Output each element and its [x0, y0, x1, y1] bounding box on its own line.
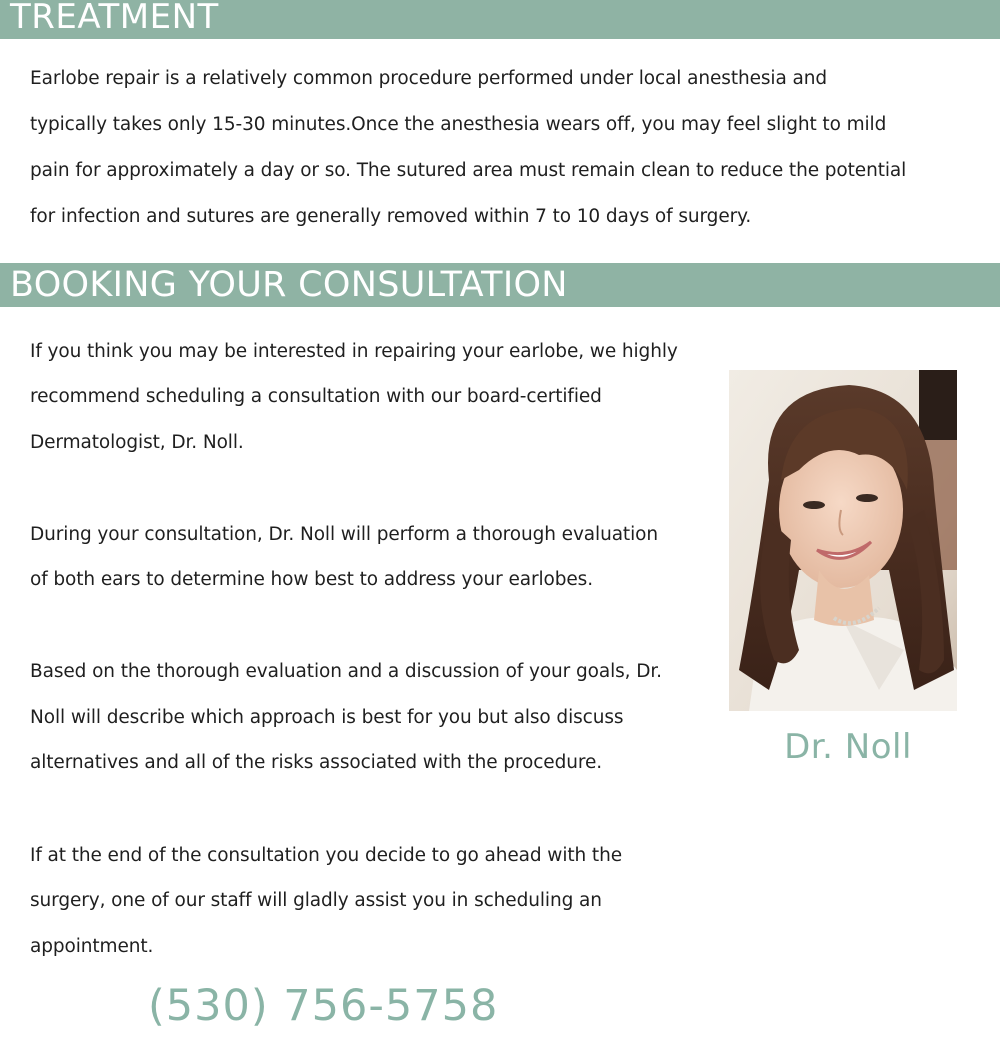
treatment-title: TREATMENT	[10, 0, 219, 37]
booking-section-header	[0, 263, 1000, 307]
booking-line: of both ears to determine how best to address your earlobes.	[30, 569, 593, 590]
booking-line: Based on the thorough evaluation and a discussion of your goals, Dr.	[30, 661, 662, 682]
phone-number[interactable]: (530) 756-5758	[148, 981, 499, 1031]
treatment-line: pain for approximately a day or so. The sutured area must remain clean to reduce the potential	[30, 160, 907, 181]
booking-line: recommend scheduling a consultation with our board-certified	[30, 386, 602, 407]
booking-title: BOOKING YOUR CONSULTATION	[10, 265, 568, 305]
booking-line: appointment.	[30, 936, 154, 957]
booking-line: alternatives and all of the risks associated with the procedure.	[30, 752, 603, 773]
booking-line: If at the end of the consultation you decide to go ahead with the	[30, 845, 622, 866]
treatment-line: for infection and sutures are generally removed within 7 to 10 days of surgery.	[30, 206, 752, 227]
booking-line: If you think you may be interested in repairing your earlobe, we highly	[30, 341, 678, 362]
booking-line: Noll will describe which approach is best for you but also discuss	[30, 707, 624, 728]
doctor-photo	[729, 370, 957, 711]
booking-line: surgery, one of our staff will gladly assist you in scheduling an	[30, 890, 602, 911]
doctor-name-caption: Dr. Noll	[784, 727, 912, 767]
treatment-section-header	[0, 0, 1000, 39]
treatment-line: typically takes only 15-30 minutes.Once the anesthesia wears off, you may feel slight to mild	[30, 114, 887, 135]
booking-line: During your consultation, Dr. Noll will perform a thorough evaluation	[30, 524, 658, 545]
booking-line: Dermatologist, Dr. Noll.	[30, 432, 244, 453]
treatment-line: Earlobe repair is a relatively common procedure performed under local anesthesia and	[30, 68, 827, 89]
